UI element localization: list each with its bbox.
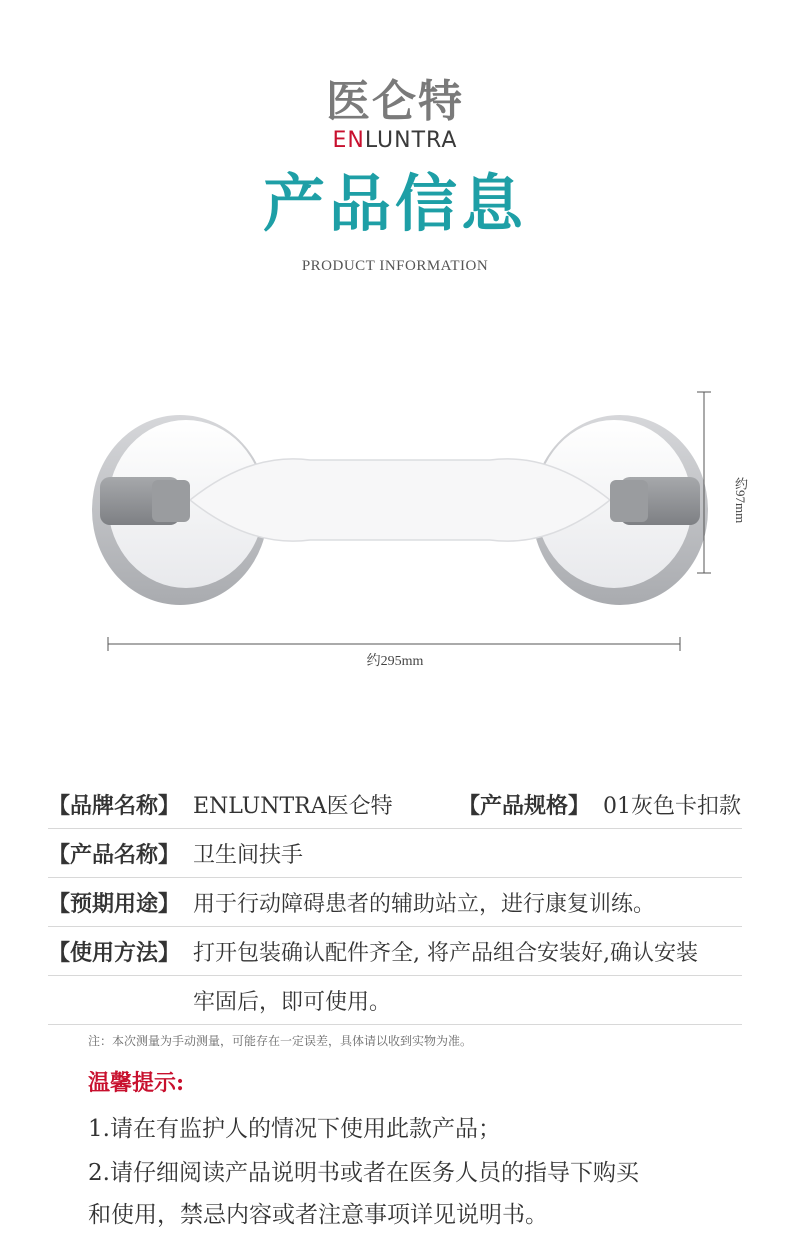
logo-en-part2: LUNTRA	[364, 128, 458, 153]
measurement-note: 注：本次测量为手动测量，可能存在一定误差，具体请以收到实物为准。	[88, 1034, 473, 1048]
spec-row-method-cont	[48, 976, 742, 1025]
handle-bar	[190, 459, 610, 541]
brand-logo	[0, 78, 790, 154]
tips-title: 温馨提示:	[88, 1070, 185, 1096]
height-dimension-label: 约97mm	[733, 476, 748, 524]
logo-english	[0, 128, 790, 154]
grab-bar-image	[80, 380, 720, 680]
use-value: 用于行动障碍患者的辅助站立，进行康复训练。	[193, 891, 656, 917]
spec-row-name	[48, 829, 742, 878]
model-label: 【产品规格】	[458, 792, 591, 819]
use-label: 【预期用途】	[48, 890, 181, 917]
method-value-line2: 牢固后，即可使用。	[193, 989, 392, 1015]
page-title: 产品信息	[262, 167, 527, 240]
tip-line-2: 2.请仔细阅读产品说明书或者在医务人员的指导下购买	[88, 1160, 639, 1186]
page-subtitle: PRODUCT INFORMATION	[301, 258, 489, 274]
tip-line-3: 和使用，禁忌内容或者注意事项详见说明书。	[88, 1202, 548, 1228]
logo-en-part1: EN	[332, 128, 365, 153]
brand-value: ENLUNTRA医仑特	[193, 793, 393, 819]
tip-line-1: 1.请在有监护人的情况下使用此款产品；	[88, 1116, 501, 1142]
model-value: 01灰色卡扣款	[603, 793, 741, 819]
spec-row-brand	[48, 780, 742, 829]
name-label: 【产品名称】	[48, 841, 181, 868]
method-label: 【使用方法】	[48, 939, 181, 966]
method-value-line1: 打开包装确认配件齐全, 将产品组合安装好,确认安装	[193, 940, 698, 966]
brand-label: 【品牌名称】	[48, 792, 181, 819]
spec-row-method	[48, 927, 742, 976]
name-value: 卫生间扶手	[193, 842, 304, 868]
spec-table	[48, 780, 742, 1025]
width-dimension-label: 约295mm	[366, 654, 424, 669]
spec-row-use	[48, 878, 742, 927]
logo-chinese: 医仑特	[326, 76, 464, 127]
